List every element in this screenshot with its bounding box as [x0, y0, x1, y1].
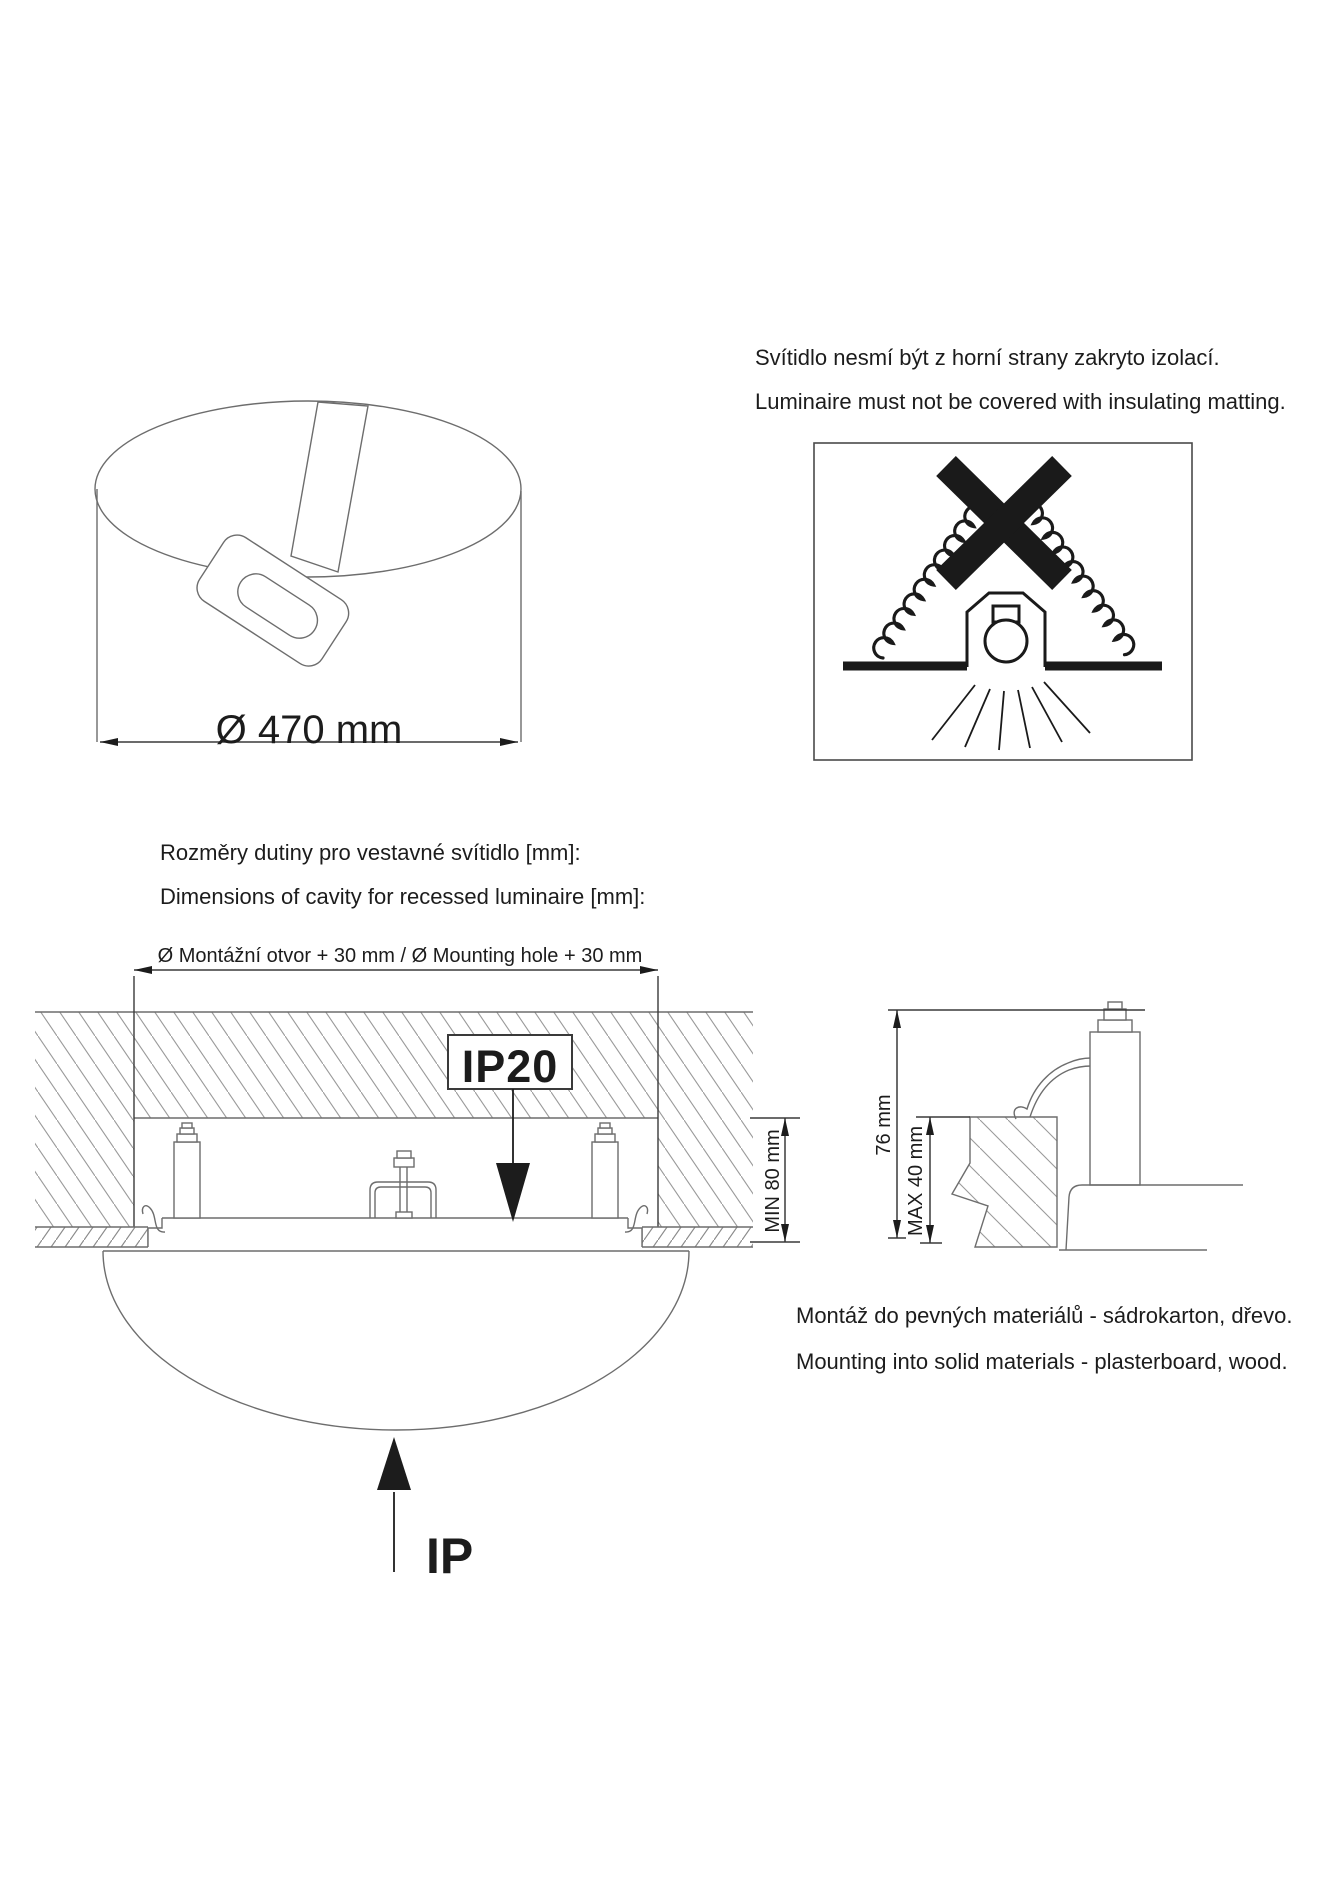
mounting-hole-dimension-label: Ø Montážní otvor + 30 mm / Ø Mounting hole + 30 mm [157, 945, 643, 967]
height-76mm-label: 76 mm [873, 1094, 895, 1156]
mounting-post-right [592, 1123, 618, 1218]
insulation-warning-text-en: Luminaire must not be covered with insulating matting. [755, 389, 1286, 414]
cavity-heading-cs: Rozměry dutiny pro vestavné svítidlo [mm]: [160, 840, 581, 865]
side-base-plate [1059, 1185, 1243, 1250]
cavity-cross-section [35, 966, 800, 1572]
ip20-rating-label: IP20 [461, 1041, 559, 1092]
mounting-note-en: Mounting into solid materials - plasterboard, wood. [796, 1349, 1288, 1374]
insulation-warning-figure [814, 443, 1192, 760]
centre-bracket [370, 1151, 436, 1218]
cutout-diameter-label: Ø 470 mm [215, 708, 403, 752]
clamp-spring [1014, 1058, 1091, 1119]
mounting-post-left [174, 1123, 200, 1218]
glass-dome [103, 1251, 689, 1430]
ip20-arrow-icon [496, 1163, 530, 1222]
lamp-symbol [967, 593, 1045, 667]
luminaire-cutout-drawing [95, 401, 521, 742]
max-40mm-label: MAX 40 mm [905, 1125, 927, 1237]
cavity-heading-en: Dimensions of cavity for recessed luminaire [mm]: [160, 884, 646, 909]
ip-mark-label: IP [426, 1528, 474, 1584]
min-depth-label: MIN 80 mm [762, 1129, 784, 1233]
ip-arrow [377, 1437, 411, 1572]
side-mounting-post [1090, 1002, 1140, 1185]
insulation-warning-text-cs: Svítidlo nesmí být z horní strany zakryto izolací. [755, 345, 1220, 370]
side-profile-drawing [888, 1002, 1243, 1250]
mounting-note-cs: Montáž do pevných materiálů - sádrokarton, dřevo. [796, 1303, 1293, 1328]
ip-arrow-icon [377, 1437, 411, 1490]
luminaire-body-section [142, 1123, 647, 1247]
